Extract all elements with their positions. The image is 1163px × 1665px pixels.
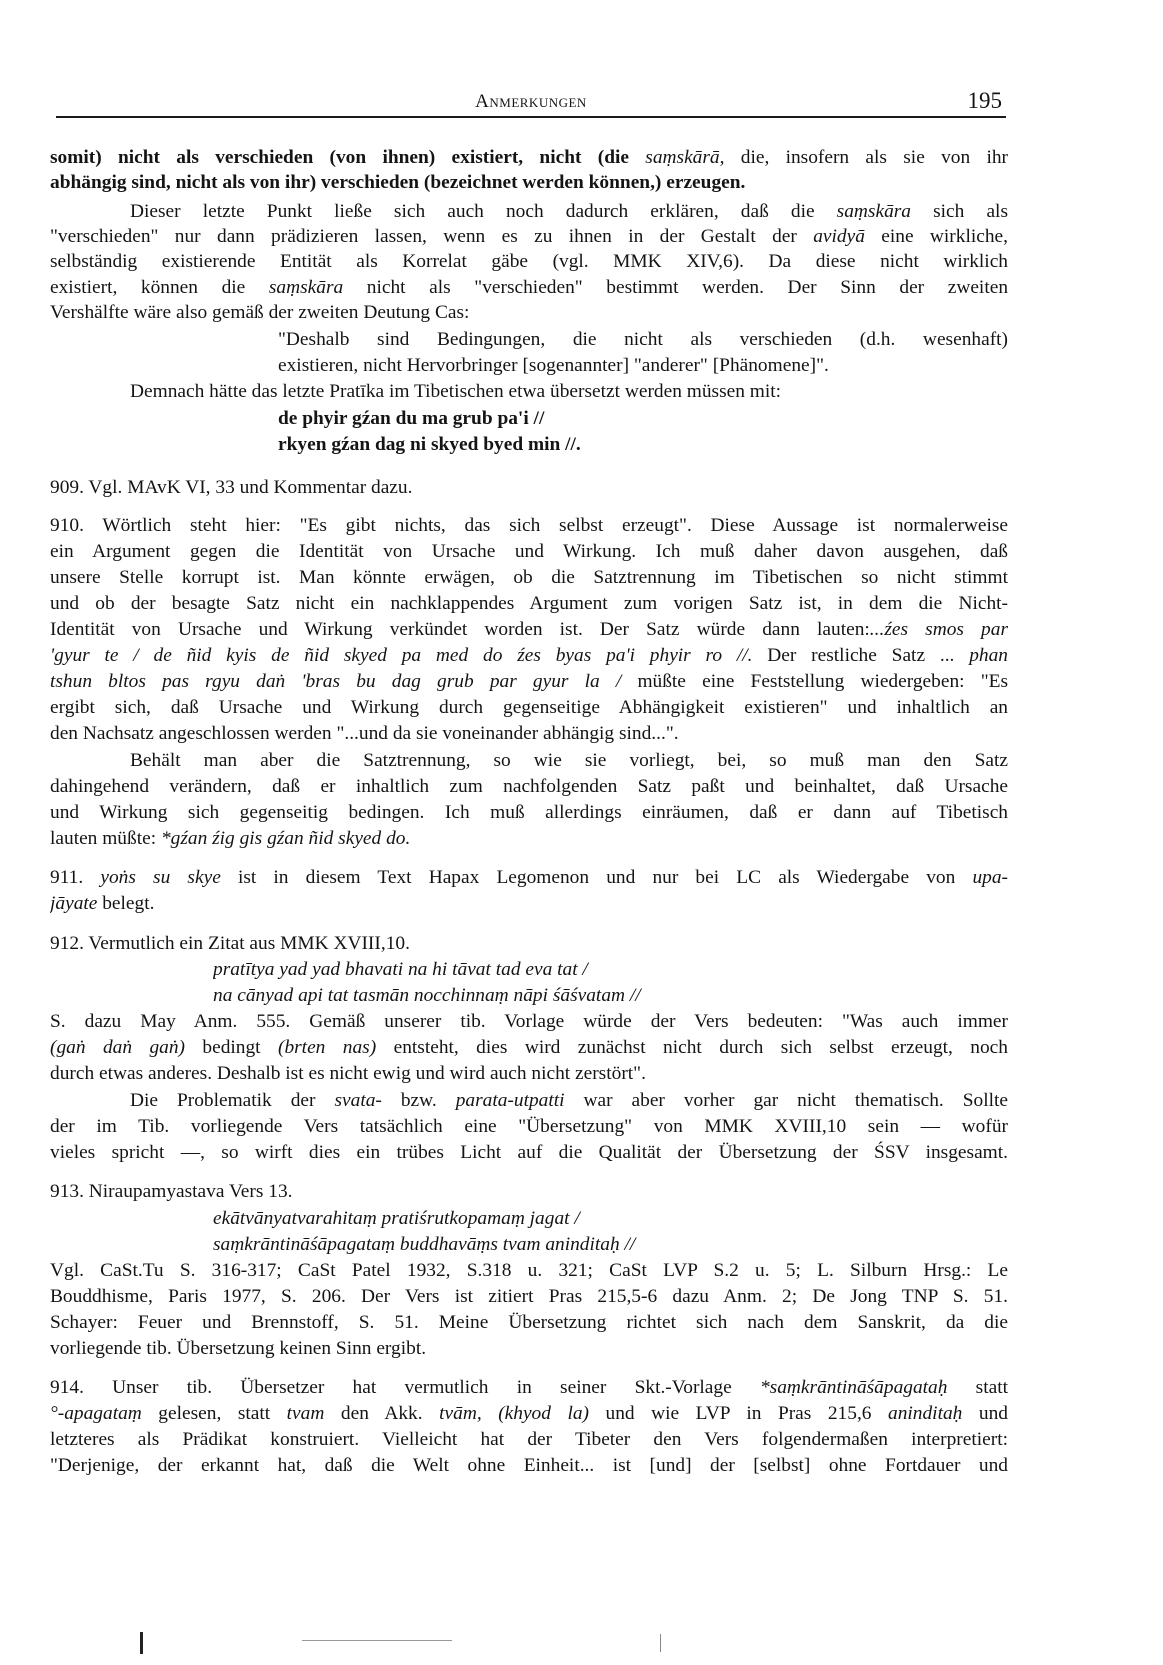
text-line: und Wirkung sich gegenseitig bedingen. Ich muß allerdings einräumen, daß er dann auf Tibetisch [50, 802, 1008, 823]
text-line: tshun bltos pas rgyu daṅ 'bras bu dag grub par gyur la / müßte eine Feststellung wiedergeben: "Es [50, 671, 1008, 692]
text-line: dahingehend verändern, daß er inhaltlich zum nachfolgenden Satz paßt und beinhaltet, daß Ursache [50, 776, 1008, 797]
text-line: Schayer: Feuer und Brennstoff, S. 51. Meine Übersetzung richtet sich nach dem Sanskrit, da die [50, 1312, 1008, 1333]
quote-line: "Deshalb sind Bedingungen, die nicht als verschieden (d.h. wesenhaft) [278, 329, 1008, 350]
text-line: ein Argument gegen die Identität von Ursache und Wirkung. Ich muß daher davon ausgehen, daß [50, 541, 1008, 562]
text-line: Vgl. CaSt.Tu S. 316-317; CaSt Patel 1932, S.318 u. 321; CaSt LVP S.2 u. 5; L. Silburn Hrsg.: Le [50, 1260, 1008, 1281]
text-line: (gaṅ daṅ gaṅ) bedingt (brten nas) entsteht, dies wird zunächst nicht durch sich selbst erzeugt, noch [50, 1037, 1008, 1058]
note-909: 909. Vgl. MAvK VI, 33 und Kommentar dazu. [50, 477, 413, 498]
text-line: "Derjenige, der erkannt hat, daß die Welt ohne Einheit... ist [und] der [selbst] ohne Fortdauer und [50, 1455, 1008, 1476]
sanskrit-line: saṃkrāntināśāpagataṃ buddhavāṃs tvam aninditaḥ // [213, 1234, 636, 1255]
text-line: Behält man aber die Satztrennung, so wie sie vorliegt, bei, so muß man den Satz [130, 750, 1008, 771]
note-912: 912. Vermutlich ein Zitat aus MMK XVIII,10. [50, 933, 410, 954]
sanskrit-line: pratītya yad yad bhavati na hi tāvat tad eva tat / [213, 959, 588, 980]
text-line: durch etwas anderes. Deshalb ist es nicht ewig und wird auch nicht zerstört". [50, 1063, 646, 1084]
sanskrit-line: na cānyad api tat tasmān nocchinnaṃ nāpi śāśvatam // [213, 985, 641, 1006]
tibetan-line: de phyir gźan du ma grub pa'i // [278, 408, 545, 429]
text-line: "verschieden" nur dann prädizieren lassen, wenn es zu ihnen in der Gestalt der avidyā eine wirkliche, [50, 226, 1008, 247]
text-line: existiert, können die saṃskāra nicht als "verschieden" bestimmt werden. Der Sinn der zweiten [50, 277, 1008, 298]
note-911: 911. yoṅs su skye ist in diesem Text Hapax Legomenon und nur bei LC als Wiedergabe von upa- [50, 867, 1008, 888]
text-line: Die Problematik der svata- bzw. parata-utpatti war aber vorher gar nicht thematisch. Sollte [130, 1090, 1008, 1111]
text-line: S. dazu May Anm. 555. Gemäß unserer tib. Vorlage würde der Vers bedeuten: "Was auch immer [50, 1011, 1008, 1032]
running-header [56, 86, 1006, 118]
text-line: und ob der besagte Satz nicht ein nachklappendes Argument zum vorigen Satz ist, in dem die Nicht- [50, 593, 1008, 614]
text-line: unsere Stelle korrupt ist. Man könnte erwägen, ob die Satztrennung im Tibetischen so nicht stimmt [50, 567, 1008, 588]
text-line: abhängig sind, nicht als von ihr) verschieden (bezeichnet werden können,) erzeugen. [50, 172, 746, 193]
scan-mark [140, 1632, 143, 1654]
text-line: °-apagataṃ gelesen, statt tvam den Akk. tvām, (khyod la) und wie LVP in Pras 215,6 aninditaḥ und [50, 1403, 1008, 1424]
text-line: somit) nicht als verschieden (von ihnen) existiert, nicht (die saṃskārā, die, insofern als sie von ihr [50, 147, 1008, 168]
text-line: Dieser letzte Punkt ließe sich auch noch dadurch erklären, daß die saṃskāra sich als [130, 201, 1008, 222]
text-line: letzteres als Prädikat konstruiert. Vielleicht hat der Tibeter den Vers folgendermaßen interpretiert: [50, 1429, 1008, 1450]
quote-line: existieren, nicht Hervorbringer [sogenannter] "anderer" [Phänomene]". [278, 355, 829, 376]
text-line: lauten müßte: *gźan źig gis gźan ñid skyed do. [50, 828, 411, 849]
text-line: vorliegende tib. Übersetzung keinen Sinn ergibt. [50, 1338, 427, 1359]
tibetan-line: rkyen gźan dag ni skyed byed min //. [278, 434, 581, 455]
note-913: 913. Niraupamyastava Vers 13. [50, 1181, 293, 1202]
text-line: Bouddhisme, Paris 1977, S. 206. Der Vers ist zitiert Pras 215,5-6 dazu Anm. 2; De Jong TNP S. 51. [50, 1286, 1008, 1307]
text-line: jāyate belegt. [50, 893, 155, 914]
text-line: Identität von Ursache und Wirkung verkündet worden ist. Der Satz würde dann lauten:...źes smos par [50, 619, 1008, 640]
sanskrit-line: ekātvānyatvarahitaṃ pratiśrutkopamaṃ jagat / [213, 1208, 580, 1229]
text-line: den Nachsatz angeschlossen werden "...und da sie voneinander abhängig sind...". [50, 723, 679, 744]
text-line: Vershälfte wäre also gemäß der zweiten Deutung Cas: [50, 302, 470, 323]
note-910: 910. Wörtlich steht hier: "Es gibt nichts, das sich selbst erzeugt". Diese Aussage ist normalerweise [50, 515, 1008, 536]
text-line: vieles spricht —, so wirft dies ein trübes Licht auf die Qualität der Übersetzung der ŚSV insgesamt. [50, 1142, 1008, 1163]
text-line: Demnach hätte das letzte Pratīka im Tibetischen etwa übersetzt werden müssen mit: [130, 381, 782, 402]
text-line: ergibt sich, daß Ursache und Wirkung durch gegenseitige Abhängigkeit existieren" und inhaltlich an [50, 697, 1008, 718]
note-914: 914. Unser tib. Übersetzer hat vermutlich in seiner Skt.-Vorlage *saṃkrāntināśāpagataḥ statt [50, 1377, 1008, 1398]
scan-mark [302, 1640, 452, 1641]
text-line: selbständig existierende Entität als Korrelat gäbe (vgl. MMK XIV,6). Da diese nicht wirklich [50, 251, 1008, 272]
page-number: 195 [967, 88, 1002, 113]
text-line: 'gyur te / de ñid kyis de ñid skyed pa med do źes byas pa'i phyir ro //. Der restliche Satz ... phan [50, 645, 1008, 666]
text-line: der im Tib. vorliegende Vers tatsächlich eine "Übersetzung" von MMK XVIII,10 sein — wofür [50, 1116, 1008, 1137]
scan-mark [660, 1634, 661, 1652]
header-title: Anmerkungen [475, 91, 587, 112]
